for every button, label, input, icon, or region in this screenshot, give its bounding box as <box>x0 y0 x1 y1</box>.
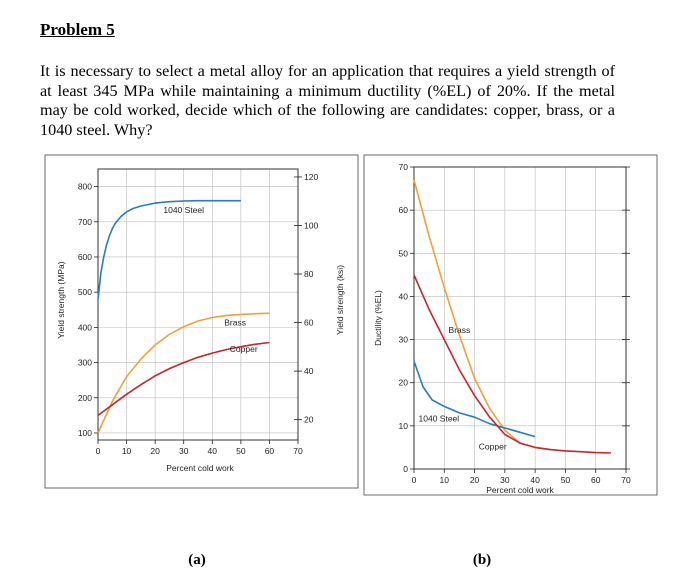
x-tick-label: 50 <box>560 475 571 485</box>
x-axis-label-b: Percent cold work <box>486 485 554 495</box>
y-tick-label: 20 <box>398 377 408 388</box>
x-tick-label: 20 <box>469 475 480 485</box>
y-tick-label: 10 <box>398 420 408 431</box>
x-tick-label: 70 <box>621 475 631 485</box>
x-tick-label: 40 <box>207 446 218 456</box>
y-tick-label: 800 <box>77 181 92 192</box>
series-label: Brass <box>224 317 247 328</box>
y2-tick-label: 40 <box>304 366 314 377</box>
x-tick-label: 0 <box>95 446 101 456</box>
y2-axis-label-a: Yield strength (ksi) <box>335 264 345 336</box>
problem-text: It is necessary to select a metal alloy for an application that requires a yield strength of at least 345 MPa while maintaining a minimum ductility (%EL) of 20%. If the metal may be cold worked, decide which of the following are candidates: copper, brass, or a 1040 steel. Why? <box>40 62 615 139</box>
problem-heading: Problem 5 <box>40 20 115 39</box>
y-tick-label: 400 <box>77 322 92 333</box>
series-label: Copper <box>478 441 507 452</box>
y-tick-label: 300 <box>77 357 92 368</box>
y2-tick-label: 120 <box>304 171 319 182</box>
y-axis-label-b: Ductility (%EL) <box>373 290 383 346</box>
series-label: 1040 Steel <box>418 413 460 424</box>
x-tick-label: 30 <box>178 446 189 456</box>
series-line-brass <box>414 180 550 450</box>
x-tick-label: 20 <box>150 446 160 456</box>
y2-tick-label: 20 <box>304 414 314 425</box>
x-tick-label: 60 <box>264 446 275 456</box>
y-tick-label: 0 <box>403 464 408 474</box>
y-tick-label: 70 <box>398 162 408 172</box>
y-tick-label: 60 <box>398 205 408 216</box>
x-tick-label: 50 <box>236 446 246 456</box>
x-tick-label: 30 <box>500 475 510 485</box>
y-tick-label: 700 <box>77 216 92 227</box>
x-tick-label: 10 <box>121 446 132 456</box>
plot-area-b <box>414 167 626 469</box>
series-label: Copper <box>229 344 258 355</box>
x-tick-label: 70 <box>293 446 303 456</box>
y-tick-label: 600 <box>77 251 92 262</box>
x-tick-label: 10 <box>439 475 450 485</box>
y2-tick-label: 60 <box>304 317 314 328</box>
caption-b: (b) <box>472 552 492 568</box>
y-tick-label: 30 <box>398 334 408 345</box>
series-line-1040-steel <box>98 201 241 300</box>
y-axis-label-a: Yield strength (MPa) <box>56 261 66 339</box>
y-tick-label: 100 <box>77 427 92 438</box>
x-tick-label: 60 <box>590 475 601 485</box>
x-tick-label: 40 <box>530 475 540 485</box>
y-tick-label: 200 <box>77 392 92 403</box>
x-axis-label-a: Percent cold work <box>166 463 234 473</box>
caption-a: (a) <box>188 552 206 568</box>
y-tick-label: 40 <box>398 291 408 302</box>
series-line-copper <box>414 275 611 453</box>
x-tick-label: 0 <box>411 475 417 485</box>
y-tick-label: 500 <box>77 287 92 298</box>
series-label: 1040 Steel <box>163 204 205 215</box>
y-tick-label: 50 <box>398 248 408 259</box>
y2-tick-label: 100 <box>304 220 319 231</box>
series-label: Brass <box>448 325 471 336</box>
y2-tick-label: 80 <box>304 269 314 280</box>
